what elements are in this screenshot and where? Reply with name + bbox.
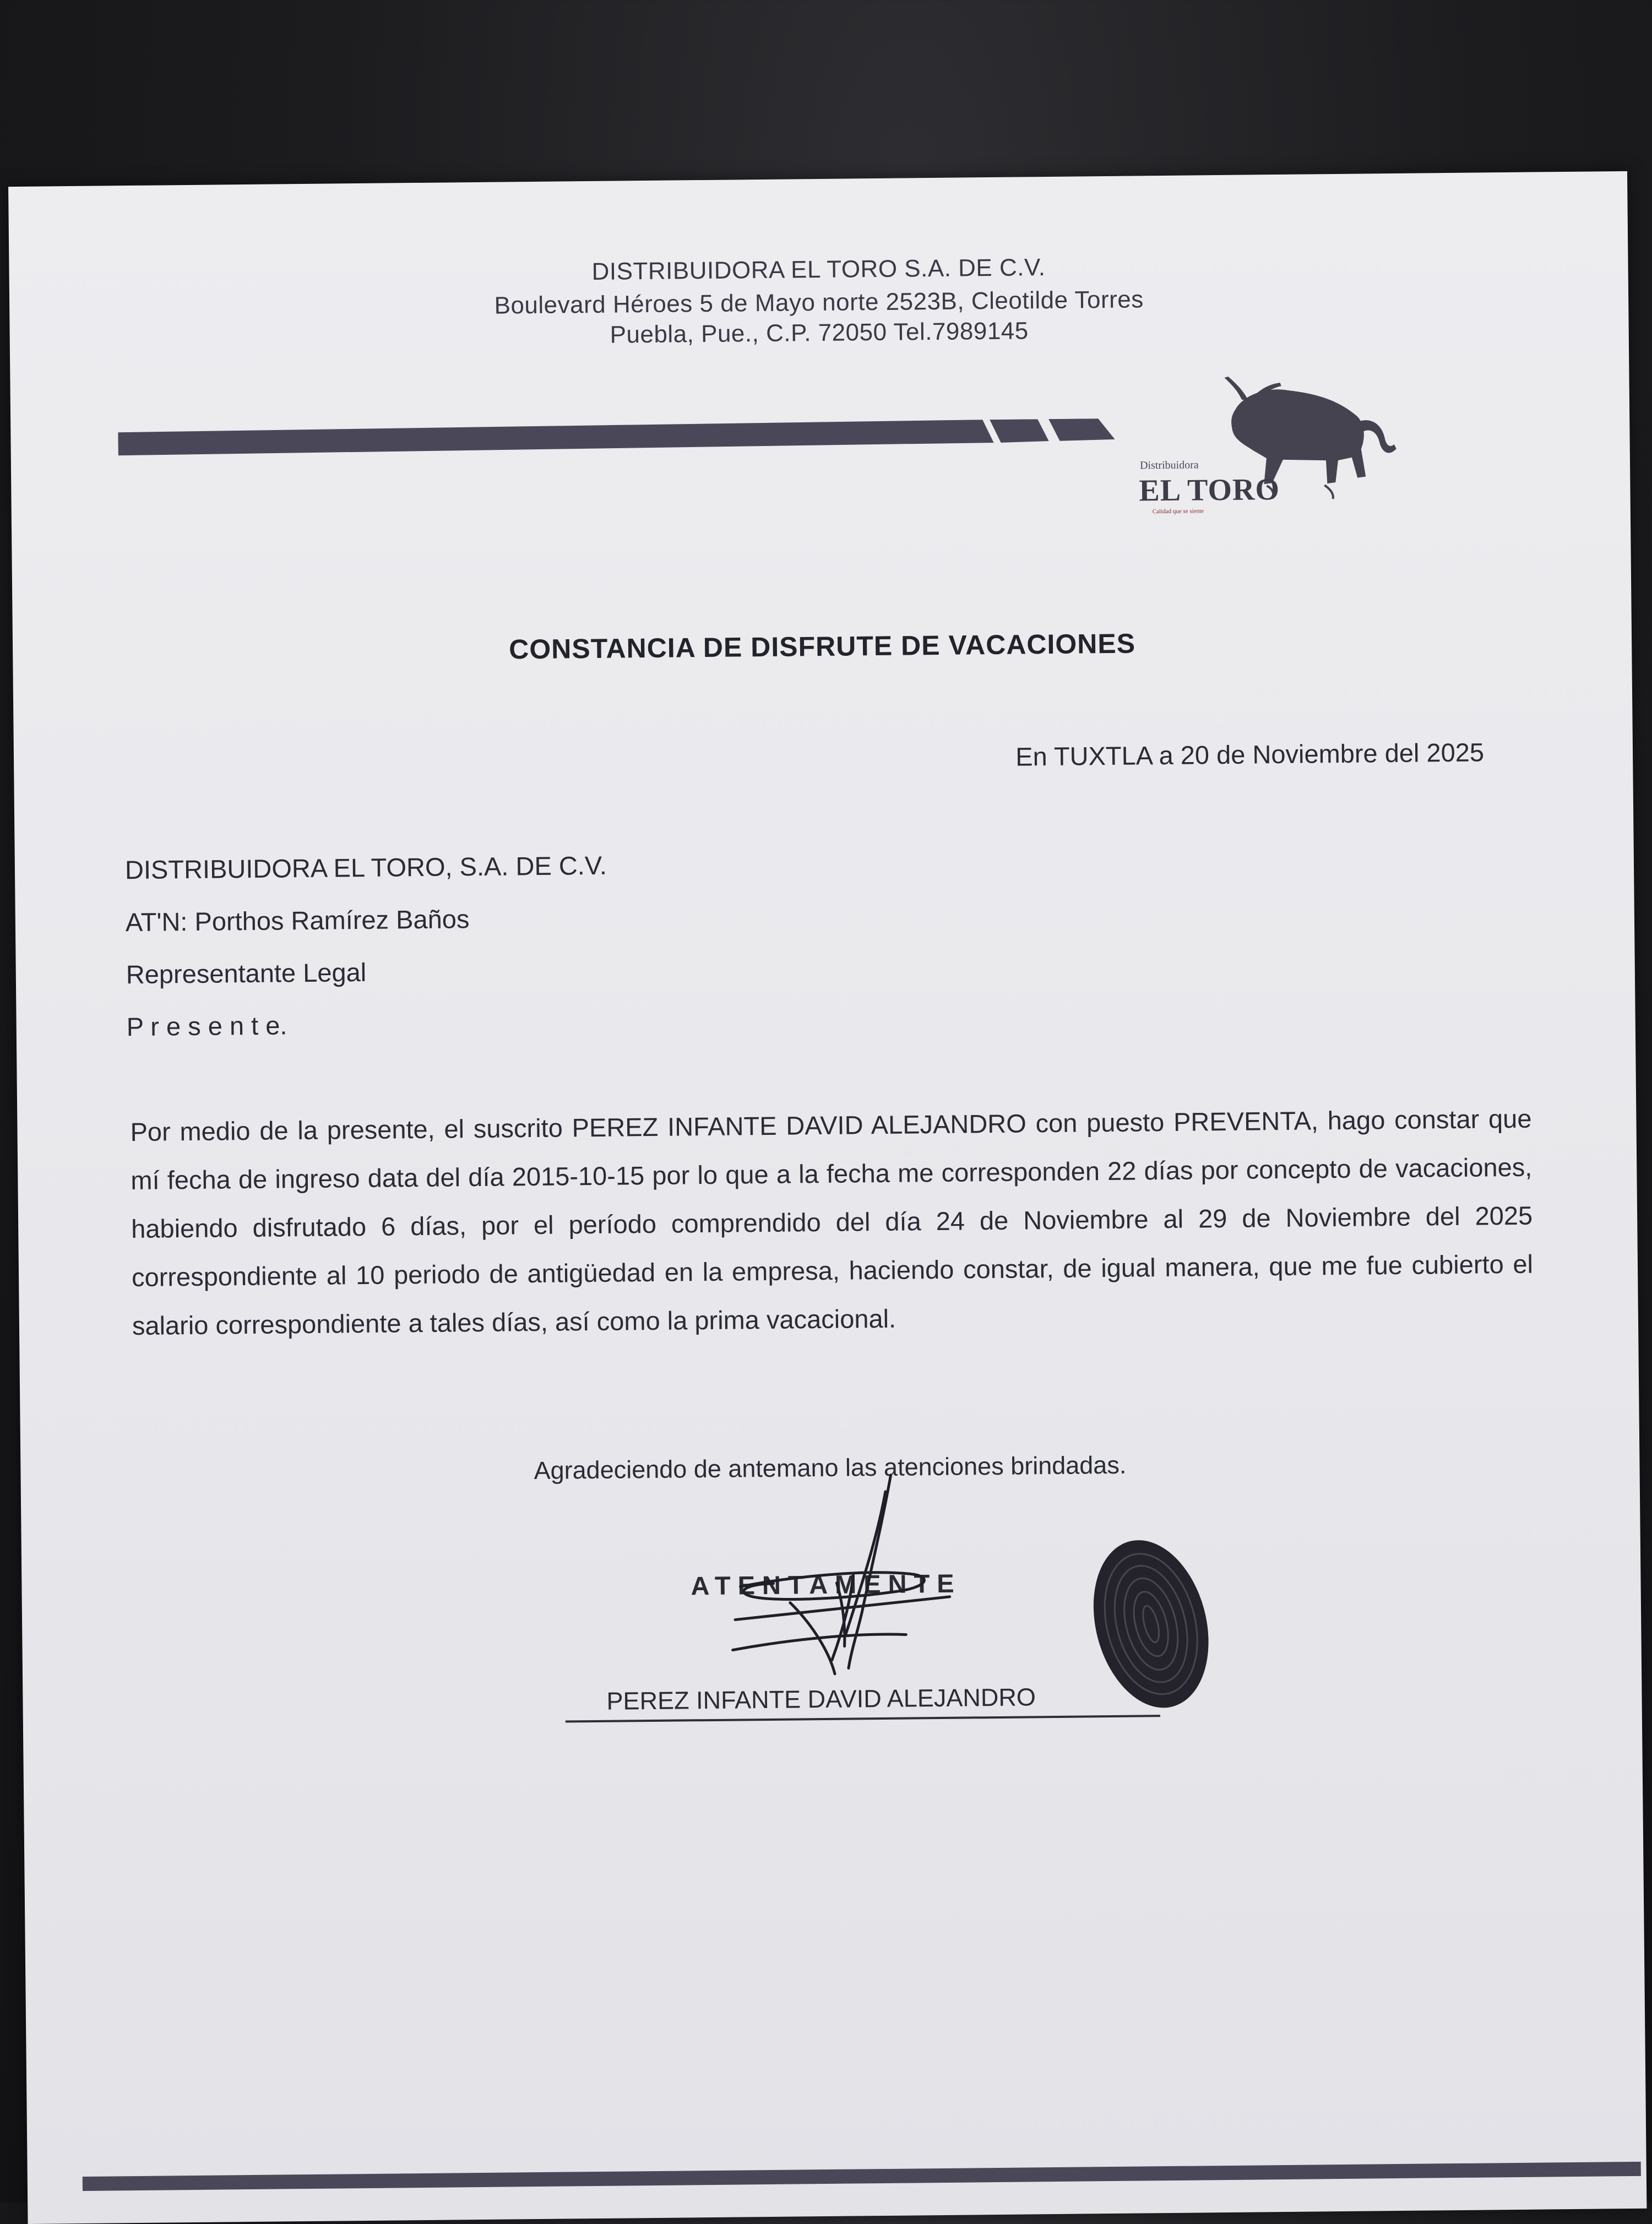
logo-tagline: Calidad que se siente [1152,508,1204,515]
el-toro-logo [1106,355,1449,518]
company-address-line1: Boulevard Héroes 5 de Mayo norte 2523B, Cleotilde Torres [494,286,1144,319]
place-date: En TUXTLA a 20 de Noviembre del 2025 [1015,737,1485,771]
header-band [118,418,1115,455]
company-address-line2: Puebla, Pue., C.P. 72050 Tel.7989145 [610,317,1029,349]
recipient-company: DISTRIBUIDORA EL TORO, S.A. DE C.V. [124,850,607,885]
recipient-presente: P r e s e n t e. [126,1010,287,1042]
atentamente-label: ATENTAMENTE [691,1568,961,1601]
logo-brand: EL TORO [1139,472,1280,508]
company-name: DISTRIBUIDORA EL TORO S.A. DE C.V. [591,254,1046,285]
letter-page [8,171,1646,2224]
recipient-attn: AT'N: Porthos Ramírez Baños [125,904,470,937]
footer-band [83,2162,1641,2191]
logo-small-text: Distribuidora [1139,459,1199,472]
thumbprint-icon [1087,1532,1221,1715]
recipient-role: Representante Legal [126,957,367,989]
closing-text: Agradeciendo de antemano las atenciones brindadas. [534,1450,1127,1485]
signer-name: PEREZ INFANTE DAVID ALEJANDRO [606,1683,1036,1715]
document-title: CONSTANCIA DE DISFRUTE DE VACACIONES [508,628,1136,665]
body-paragraph: Por medio de la presente, el suscrito PEREZ INFANTE DAVID ALEJANDRO con puesto PREVENTA, hago constar que mí fecha de ingreso data del día 2015-10-15 por lo que a la fecha me corresponden 22 días por concepto de vacaciones, habiendo disfrutado 6 días, por el período comprendido del día 24 de Noviembre al 29 de Noviembre del 2025 correspondiente al 10 periodo de antigüedad en la empresa, haciendo constar, de igual manera, que me fue cubierto el salario correspondiente a tales días, así como la prima vacacional. [130,1103,1534,1341]
